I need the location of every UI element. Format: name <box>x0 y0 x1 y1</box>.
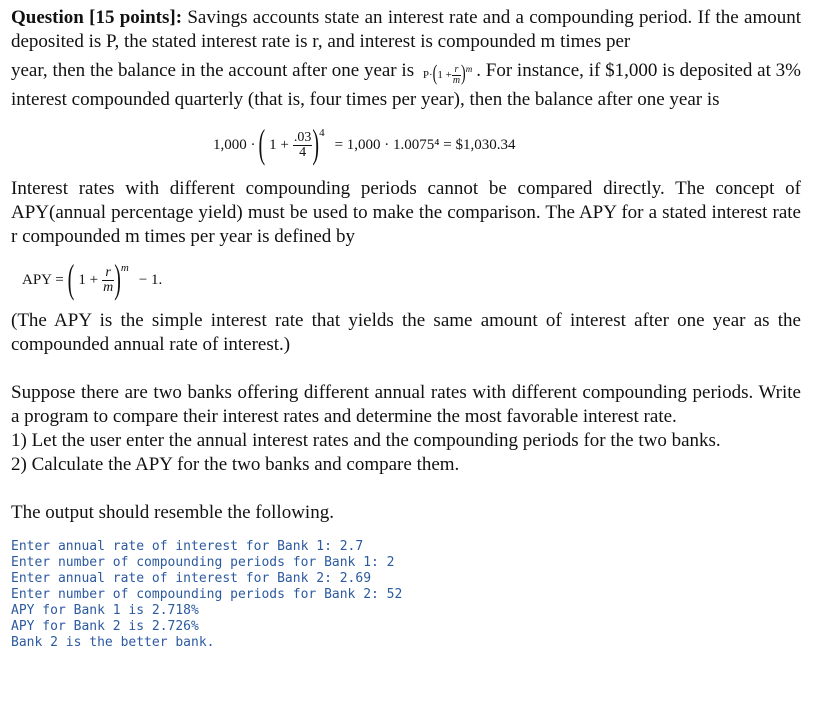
task-step-2: 2) Calculate the APY for the two banks and compare them. <box>11 454 460 475</box>
task-step-1: 1) Let the user enter the annual interest rates and the compounding periods for the two banks. <box>11 430 721 451</box>
example-one-plus: 1 + <box>269 136 289 153</box>
apy-lhs: APY = <box>22 271 64 288</box>
apy-one-plus: 1 + <box>78 271 99 288</box>
intro-paragraph <box>11 6 801 54</box>
output-line: APY for Bank 1 is 2.718% <box>11 603 199 618</box>
example-rhs: = 1,000 · 1.0075⁴ = $1,030.34 <box>334 136 516 153</box>
output-line: Enter number of compounding periods for Bank 1: 2 <box>11 555 395 570</box>
inline-balance-formula <box>423 63 472 87</box>
output-line: APY for Bank 2 is 2.726% <box>11 619 199 634</box>
apy-exponent: m <box>120 262 129 274</box>
fraction-r-over-m: $\frac{r}{m}$ <box>452 63 461 86</box>
example-formula <box>213 121 801 169</box>
note-paragraph: (The APY is the simple interest rate that yields the same amount of interest after one year as the compounded annual rate of interest.) <box>11 310 801 355</box>
formula-exponent: m <box>465 64 473 74</box>
example-exponent: 4 <box>319 127 325 139</box>
fraction-r-over-m: $\frac{r}{m}$ <box>103 264 114 295</box>
example-lhs: 1,000 · <box>213 136 256 153</box>
fraction-rate-over-periods: $\frac{.03}{4}$ <box>293 129 312 160</box>
sample-output <box>11 539 801 651</box>
apy-tail: − 1. <box>138 271 163 288</box>
output-line: Bank 2 is the better bank. <box>11 635 215 650</box>
paren-close: ) <box>114 258 121 302</box>
apy-formula <box>22 257 801 303</box>
paren-open: ( <box>258 123 266 167</box>
formula-one-plus: 1 + <box>437 69 452 81</box>
apy-paragraph: Interest rates with different compounding periods cannot be compared directly. The concept of APY(annual percentage yield) must be used to make the comparison. The APY for a stated interest rate r compounded m times per year is defined by <box>11 178 801 247</box>
formula-p: P <box>422 69 429 81</box>
question-heading: Question [15 points]: <box>11 7 183 28</box>
paren-open: ( <box>67 258 75 302</box>
intro-text: Savings accounts state an interest rate and a compounding period. If the amount deposited is P, the stated interest rate is r, and interest is compounded m times per <box>11 7 801 52</box>
intro-text-2: year, then the balance in the account after one year is <box>11 60 415 81</box>
intro-paragraph-cont <box>11 58 801 113</box>
task-paragraph: Suppose there are two banks offering different annual rates with different compounding periods. Write a program to compare their interest rates and determine the most favorable interest rate. <box>11 382 801 427</box>
output-line: Enter number of compounding periods for Bank 2: 52 <box>11 587 403 602</box>
formula-dot: · <box>429 69 433 81</box>
intro-text-3: . For instance, if $1,000 is deposited at 3% interest compounded quarterly (that is, four times per year), then the balance after one year is <box>11 60 801 110</box>
output-line: Enter annual rate of interest for Bank 1: 2.7 <box>11 539 364 554</box>
output-line: Enter annual rate of interest for Bank 2: 2.69 <box>11 571 372 586</box>
paren-close: ) <box>461 62 466 87</box>
paren-close: ) <box>312 123 320 167</box>
question-document <box>11 6 801 651</box>
paren-open: ( <box>432 62 438 87</box>
output-intro: The output should resemble the following. <box>11 502 334 523</box>
